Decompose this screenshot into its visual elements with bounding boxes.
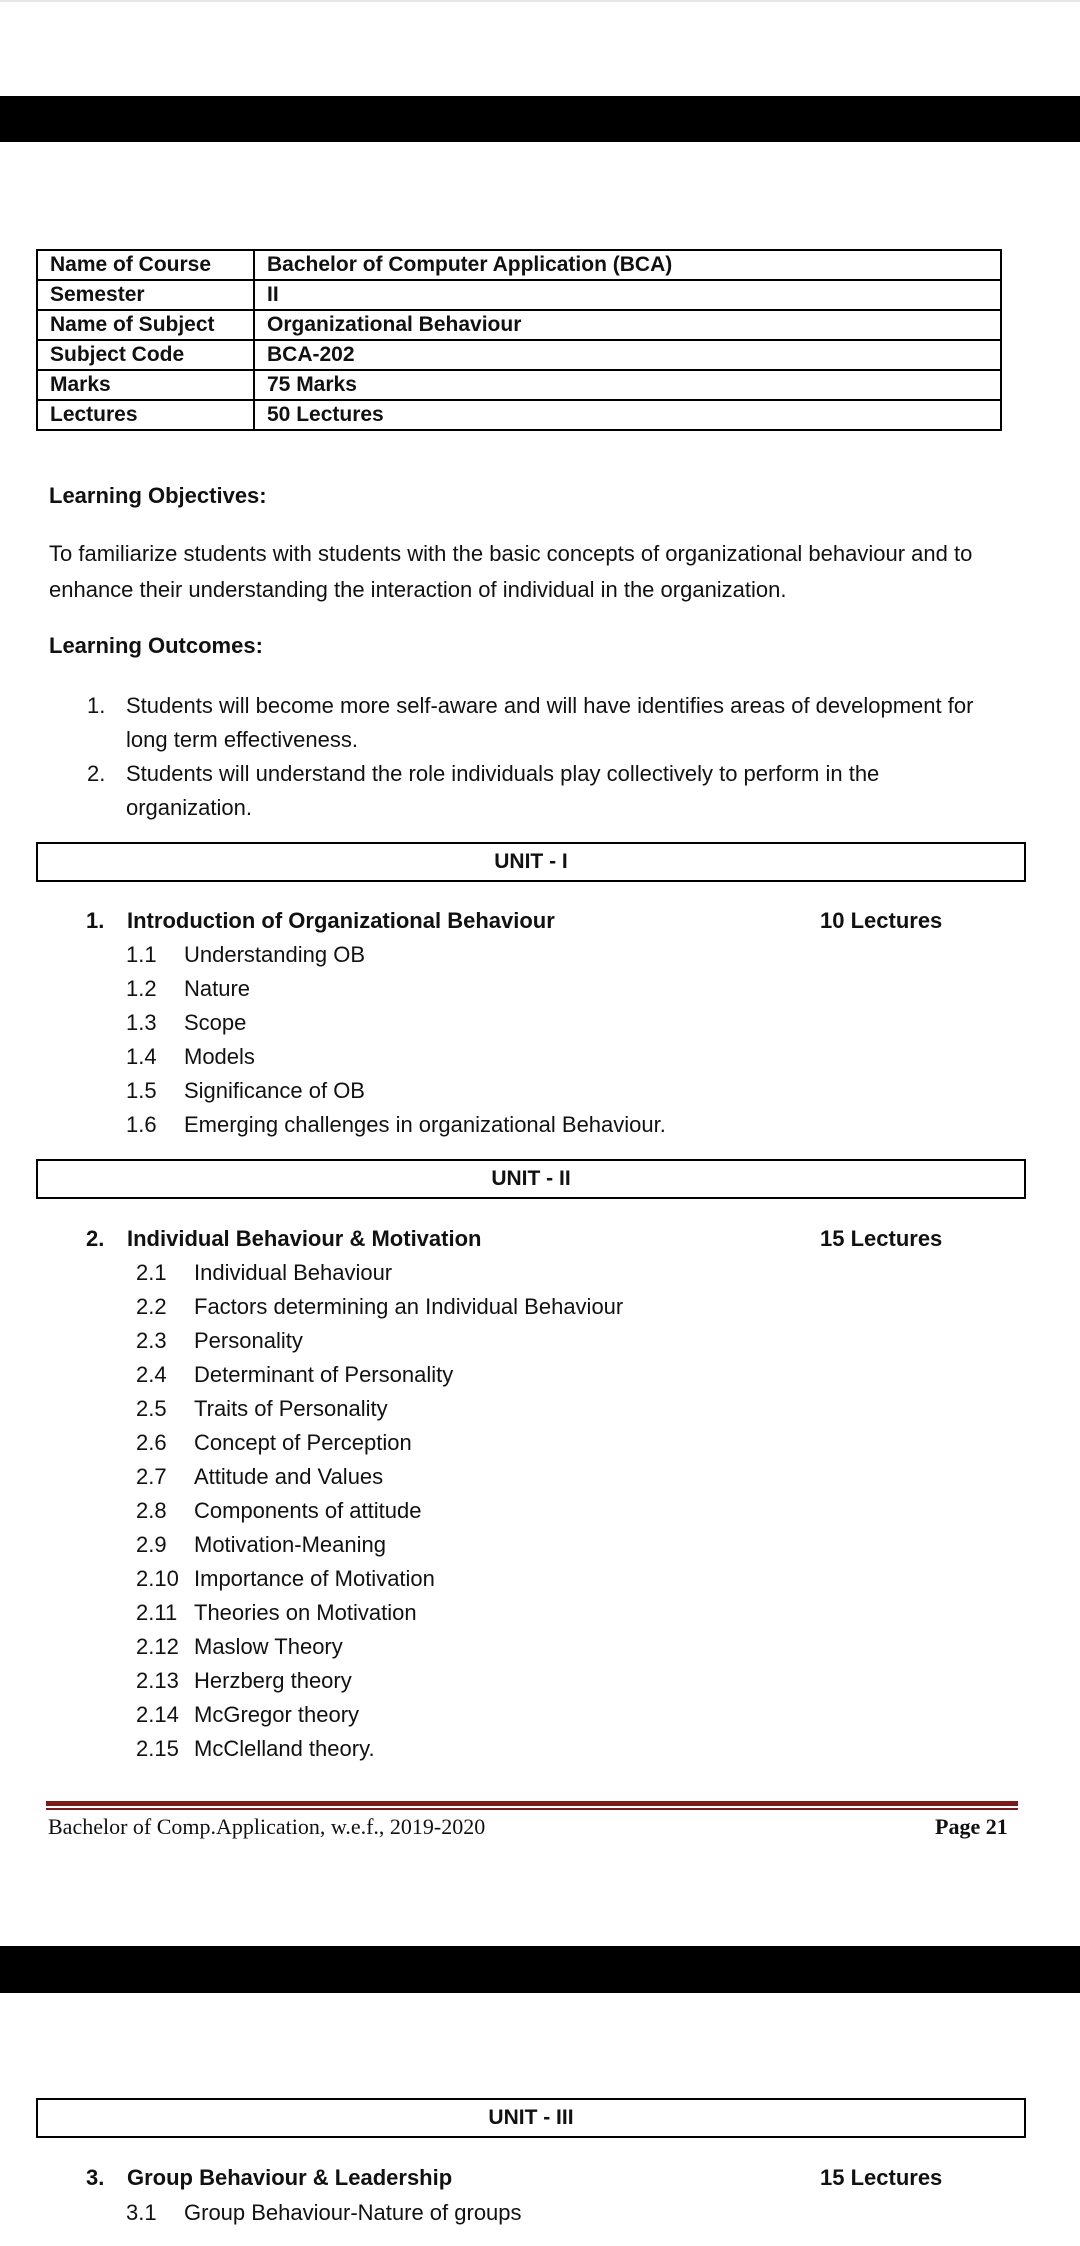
topic-number: 1.5 [126,1078,157,1103]
topic-text: Concept of Perception [194,1430,412,1455]
table-value: BCA-202 [254,340,1001,370]
table-value: 75 Marks [254,370,1001,400]
unit-lectures: 15 Lectures [820,1226,943,1251]
unit-header: UNIT - I [36,842,1026,882]
page-number: Page 21 [935,1814,1008,1839]
topic-text: Herzberg theory [194,1668,352,1693]
topic-number: 2.4 [136,1362,167,1387]
list-item [49,757,1009,825]
list-item [136,1562,623,1596]
topic-number: 2.15 [136,1736,179,1761]
unit-number: 2. [86,1226,105,1251]
table-row [37,400,1001,430]
topic-number: 2.11 [136,1600,178,1625]
topic-number: 2.1 [136,1260,167,1285]
table-value: Organizational Behaviour [254,310,1001,340]
list-item [136,1460,623,1494]
topic-number: 2.7 [136,1464,167,1489]
list-text: Students will become more self-aware and will have identifies areas of development for long term effectiveness. [126,693,974,752]
topic-number: 2.3 [136,1328,167,1353]
topic-number: 2.14 [136,1702,179,1727]
topic-number: 2.10 [136,1566,179,1591]
topic-text: Significance of OB [184,1078,365,1103]
topic-number: 2.2 [136,1294,167,1319]
table-row [37,250,1001,280]
list-item [126,938,666,972]
topic-text: Determinant of Personality [194,1362,454,1387]
list-item [126,1040,666,1074]
list-text: Students will understand the role individuals play collectively to perform in the organization. [126,761,880,820]
list-item [126,972,666,1006]
footer-rule-thin [46,1808,1018,1810]
topic-number: 3.1 [126,2200,157,2225]
table-value: 50 Lectures [254,400,1001,430]
unit-title-text: Introduction of Organizational Behaviour [127,908,555,933]
list-item [136,1392,623,1426]
list-item [126,2196,522,2230]
list-item [136,1596,623,1630]
table-key: Subject Code [37,340,254,370]
topic-text: Motivation-Meaning [194,1532,386,1557]
list-item [136,1630,623,1664]
topic-number: 2.13 [136,1668,179,1693]
footer-rule [46,1801,1018,1806]
list-item [136,1256,623,1290]
topic-number: 2.9 [136,1532,167,1557]
table-key: Marks [37,370,254,400]
footer-program: Bachelor of Comp.Application, w.e.f., 2019-2020 [48,1814,486,1839]
page-break-bar [0,96,1080,142]
topic-text: Theories on Motivation [194,1600,417,1625]
unit-title [86,908,555,934]
table-row [37,370,1001,400]
table-key: Name of Subject [37,310,254,340]
list-number: 1. [87,693,106,718]
page-break-bar [0,1946,1080,1993]
topic-number: 2.5 [136,1396,167,1421]
list-item [136,1528,623,1562]
topic-text: McGregor theory [194,1702,360,1727]
table-row [37,340,1001,370]
unit-number: 1. [86,908,105,933]
table-key: Semester [37,280,254,310]
table-value: Bachelor of Computer Application (BCA) [254,250,1001,280]
list-item [126,1074,666,1108]
table-key: Name of Course [37,250,254,280]
outcomes-heading: Learning Outcomes: [49,633,263,658]
topic-text: Emerging challenges in organizational Behaviour. [184,1112,666,1137]
objectives-text: To familiarize students with students with the basic concepts of organizational behaviour and to enhance their understanding the interaction of individual in the organization. [49,541,973,602]
topic-number: 1.4 [126,1044,157,1069]
objectives-heading: Learning Objectives: [49,483,267,508]
topic-text: Understanding OB [184,942,365,967]
course-info-table [36,249,1002,431]
table-key: Lectures [37,400,254,430]
list-number: 2. [87,761,106,786]
topic-text: Maslow Theory [194,1634,343,1659]
table-value: II [254,280,1001,310]
unit-number: 3. [86,2165,105,2190]
list-item [49,689,1009,757]
topic-text: Individual Behaviour [194,1260,393,1285]
topic-text: Components of attitude [194,1498,422,1523]
list-item [136,1732,623,1766]
list-item [136,1664,623,1698]
list-item [136,1290,623,1324]
topic-text: Personality [194,1328,303,1353]
topic-text: Importance of Motivation [194,1566,435,1591]
unit-header: UNIT - III [36,2098,1026,2138]
table-row [37,310,1001,340]
topic-text: Models [184,1044,255,1069]
topic-text: Factors determining an Individual Behaviour [194,1294,624,1319]
list-item [126,1108,666,1142]
topic-number: 1.1 [126,942,157,967]
list-item [136,1698,623,1732]
topic-number: 2.12 [136,1634,179,1659]
topic-number: 1.6 [126,1112,157,1137]
topic-number: 1.2 [126,976,157,1001]
unit-lectures: 10 Lectures [820,908,943,933]
list-item [136,1324,623,1358]
list-item [136,1358,623,1392]
unit-title-text: Group Behaviour & Leadership [127,2165,453,2190]
topic-list [136,1256,623,1766]
outcomes-list [49,689,1009,825]
topic-text: Nature [184,976,251,1001]
list-item [136,1494,623,1528]
top-edge-line [0,0,1080,2]
table-row [37,280,1001,310]
topic-text: Scope [184,1010,247,1035]
topic-text: Traits of Personality [194,1396,388,1421]
unit-lectures: 15 Lectures [820,2165,943,2190]
topic-text: Group Behaviour-Nature of groups [184,2200,522,2225]
topic-number: 2.8 [136,1498,167,1523]
topic-list [126,2196,522,2230]
topic-number: 1.3 [126,1010,157,1035]
topic-text: Attitude and Values [194,1464,384,1489]
topic-text: McClelland theory. [194,1736,375,1761]
unit-title [86,1226,481,1252]
unit-header: UNIT - II [36,1159,1026,1199]
topic-list [126,938,666,1142]
list-item [136,1426,623,1460]
unit-title-text: Individual Behaviour & Motivation [127,1226,482,1251]
list-item [126,1006,666,1040]
unit-title [86,2165,452,2191]
topic-number: 2.6 [136,1430,167,1455]
